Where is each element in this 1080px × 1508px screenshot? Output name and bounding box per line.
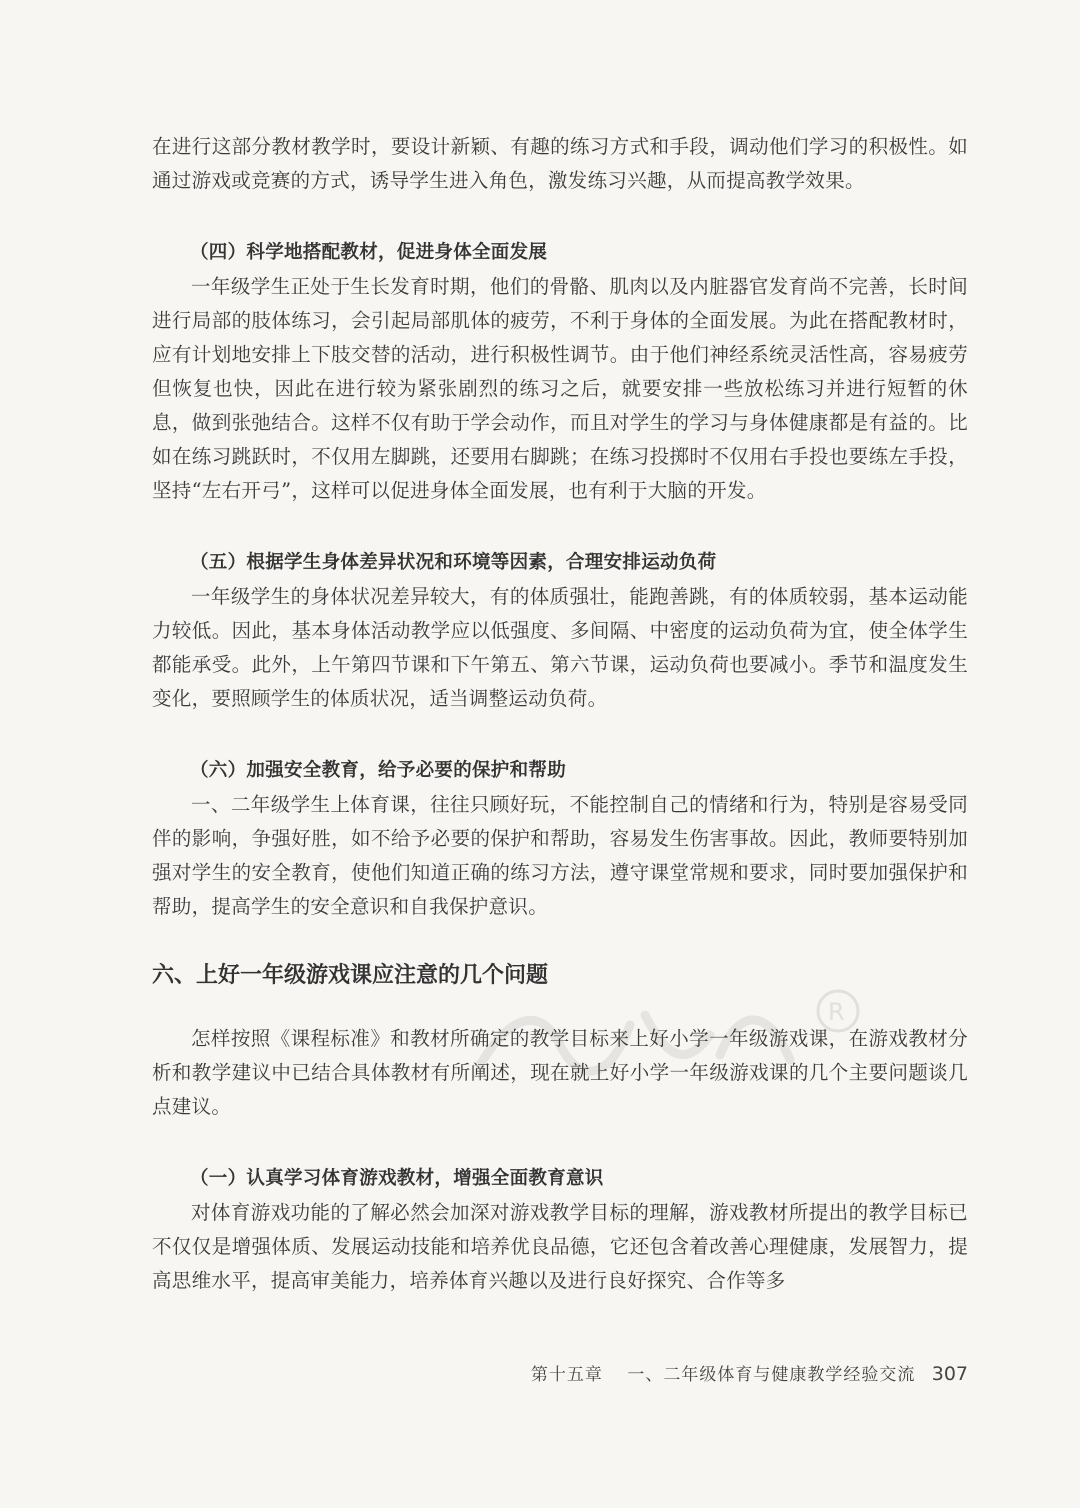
chapter-section-intro: 怎样按照《课程标准》和教材所确定的教学目标来上好小学一年级游戏课，在游戏教材分析和教学建议中已结合具体教材有所阐述，现在就上好小学一年级游戏课的几个主要问题谈几点建议。 (152, 1027, 968, 1118)
section-heading-6: （六）加强安全教育，给予必要的保护和帮助 (190, 760, 567, 781)
footer-running-title: 一、二年级体育与健康教学经验交流 (627, 1365, 916, 1385)
chapter-section-heading: 六、上好一年级游戏课应注意的几个问题 (152, 963, 549, 988)
page-footer (152, 1360, 968, 1396)
section-heading-4: （四）科学地搭配教材，促进身体全面发展 (190, 242, 548, 263)
subsection-heading-1: （一）认真学习体育游戏教材，增强全面教育意识 (190, 1168, 604, 1189)
page-content (152, 130, 968, 1298)
intro-paragraph: 在进行这部分教材教学时，要设计新颖、有趣的练习方式和手段，调动他们学习的积极性。如通过游戏或竞赛的方式，诱导学生进入角色，激发练习兴趣，从而提高教学效果。 (152, 135, 968, 192)
page-number: 307 (931, 1363, 968, 1385)
section-body-5: 一年级学生的身体状况差异较大，有的体质强壮，能跑善跳，有的体质较弱，基本运动能力较低。因此，基本身体活动教学应以低强度、多间隔、中密度的运动负荷为宜，使全体学生都能承受。此外，上午第四节课和下午第五、第六节课，运动负荷也要减小。季节和温度发生变化，要照顾学生的体质状况，适当调整运动负荷。 (152, 585, 968, 710)
section-body-6: 一、二年级学生上体育课，往往只顾好玩，不能控制自己的情绪和行为，特别是容易受同伴的影响，争强好胜，如不给予必要的保护和帮助，容易发生伤害事故。因此，教师要特别加强对学生的安全教育，使他们知道正确的练习方法，遵守课堂常规和要求，同时要加强保护和帮助，提高学生的安全意识和自我保护意识。 (152, 793, 968, 918)
section-body-4: 一年级学生正处于生长发育时期，他们的骨骼、肌肉以及内脏器官发育尚不完善，长时间进行局部的肢体练习，会引起局部肌体的疲劳，不利于身体的全面发展。为此在搭配教材时，应有计划地安排上下肢交替的活动，进行积极性调节。由于他们神经系统灵活性高，容易疲劳但恢复也快，因此在进行较为紧张剧烈的练习之后，就要安排一些放松练习并进行短暂的休息，做到张弛结合。这样不仅有助于学会动作，而且对学生的学习与身体健康都是有益的。比如在练习跳跃时，不仅用左脚跳，还要用右脚跳；在练习投掷时不仅用右手投也要练左手投，坚持“左右开弓”，这样可以促进身体全面发展，也有利于大脑的开发。 (152, 275, 968, 502)
footer-chapter: 第十五章 (530, 1365, 603, 1385)
section-heading-5: （五）根据学生身体差异状况和环境等因素，合理安排运动负荷 (190, 552, 717, 573)
subsection-body-1: 对体育游戏功能的了解必然会加深对游戏教学目标的理解，游戏教材所提出的教学目标已不仅仅是增强体质、发展运动技能和培养优良品德，它还包含着改善心理健康，发展智力，提高思维水平，提高审美能力，培养体育兴趣以及进行良好探究、合作等多 (152, 1201, 968, 1292)
svg-text:R: R (828, 998, 845, 1026)
